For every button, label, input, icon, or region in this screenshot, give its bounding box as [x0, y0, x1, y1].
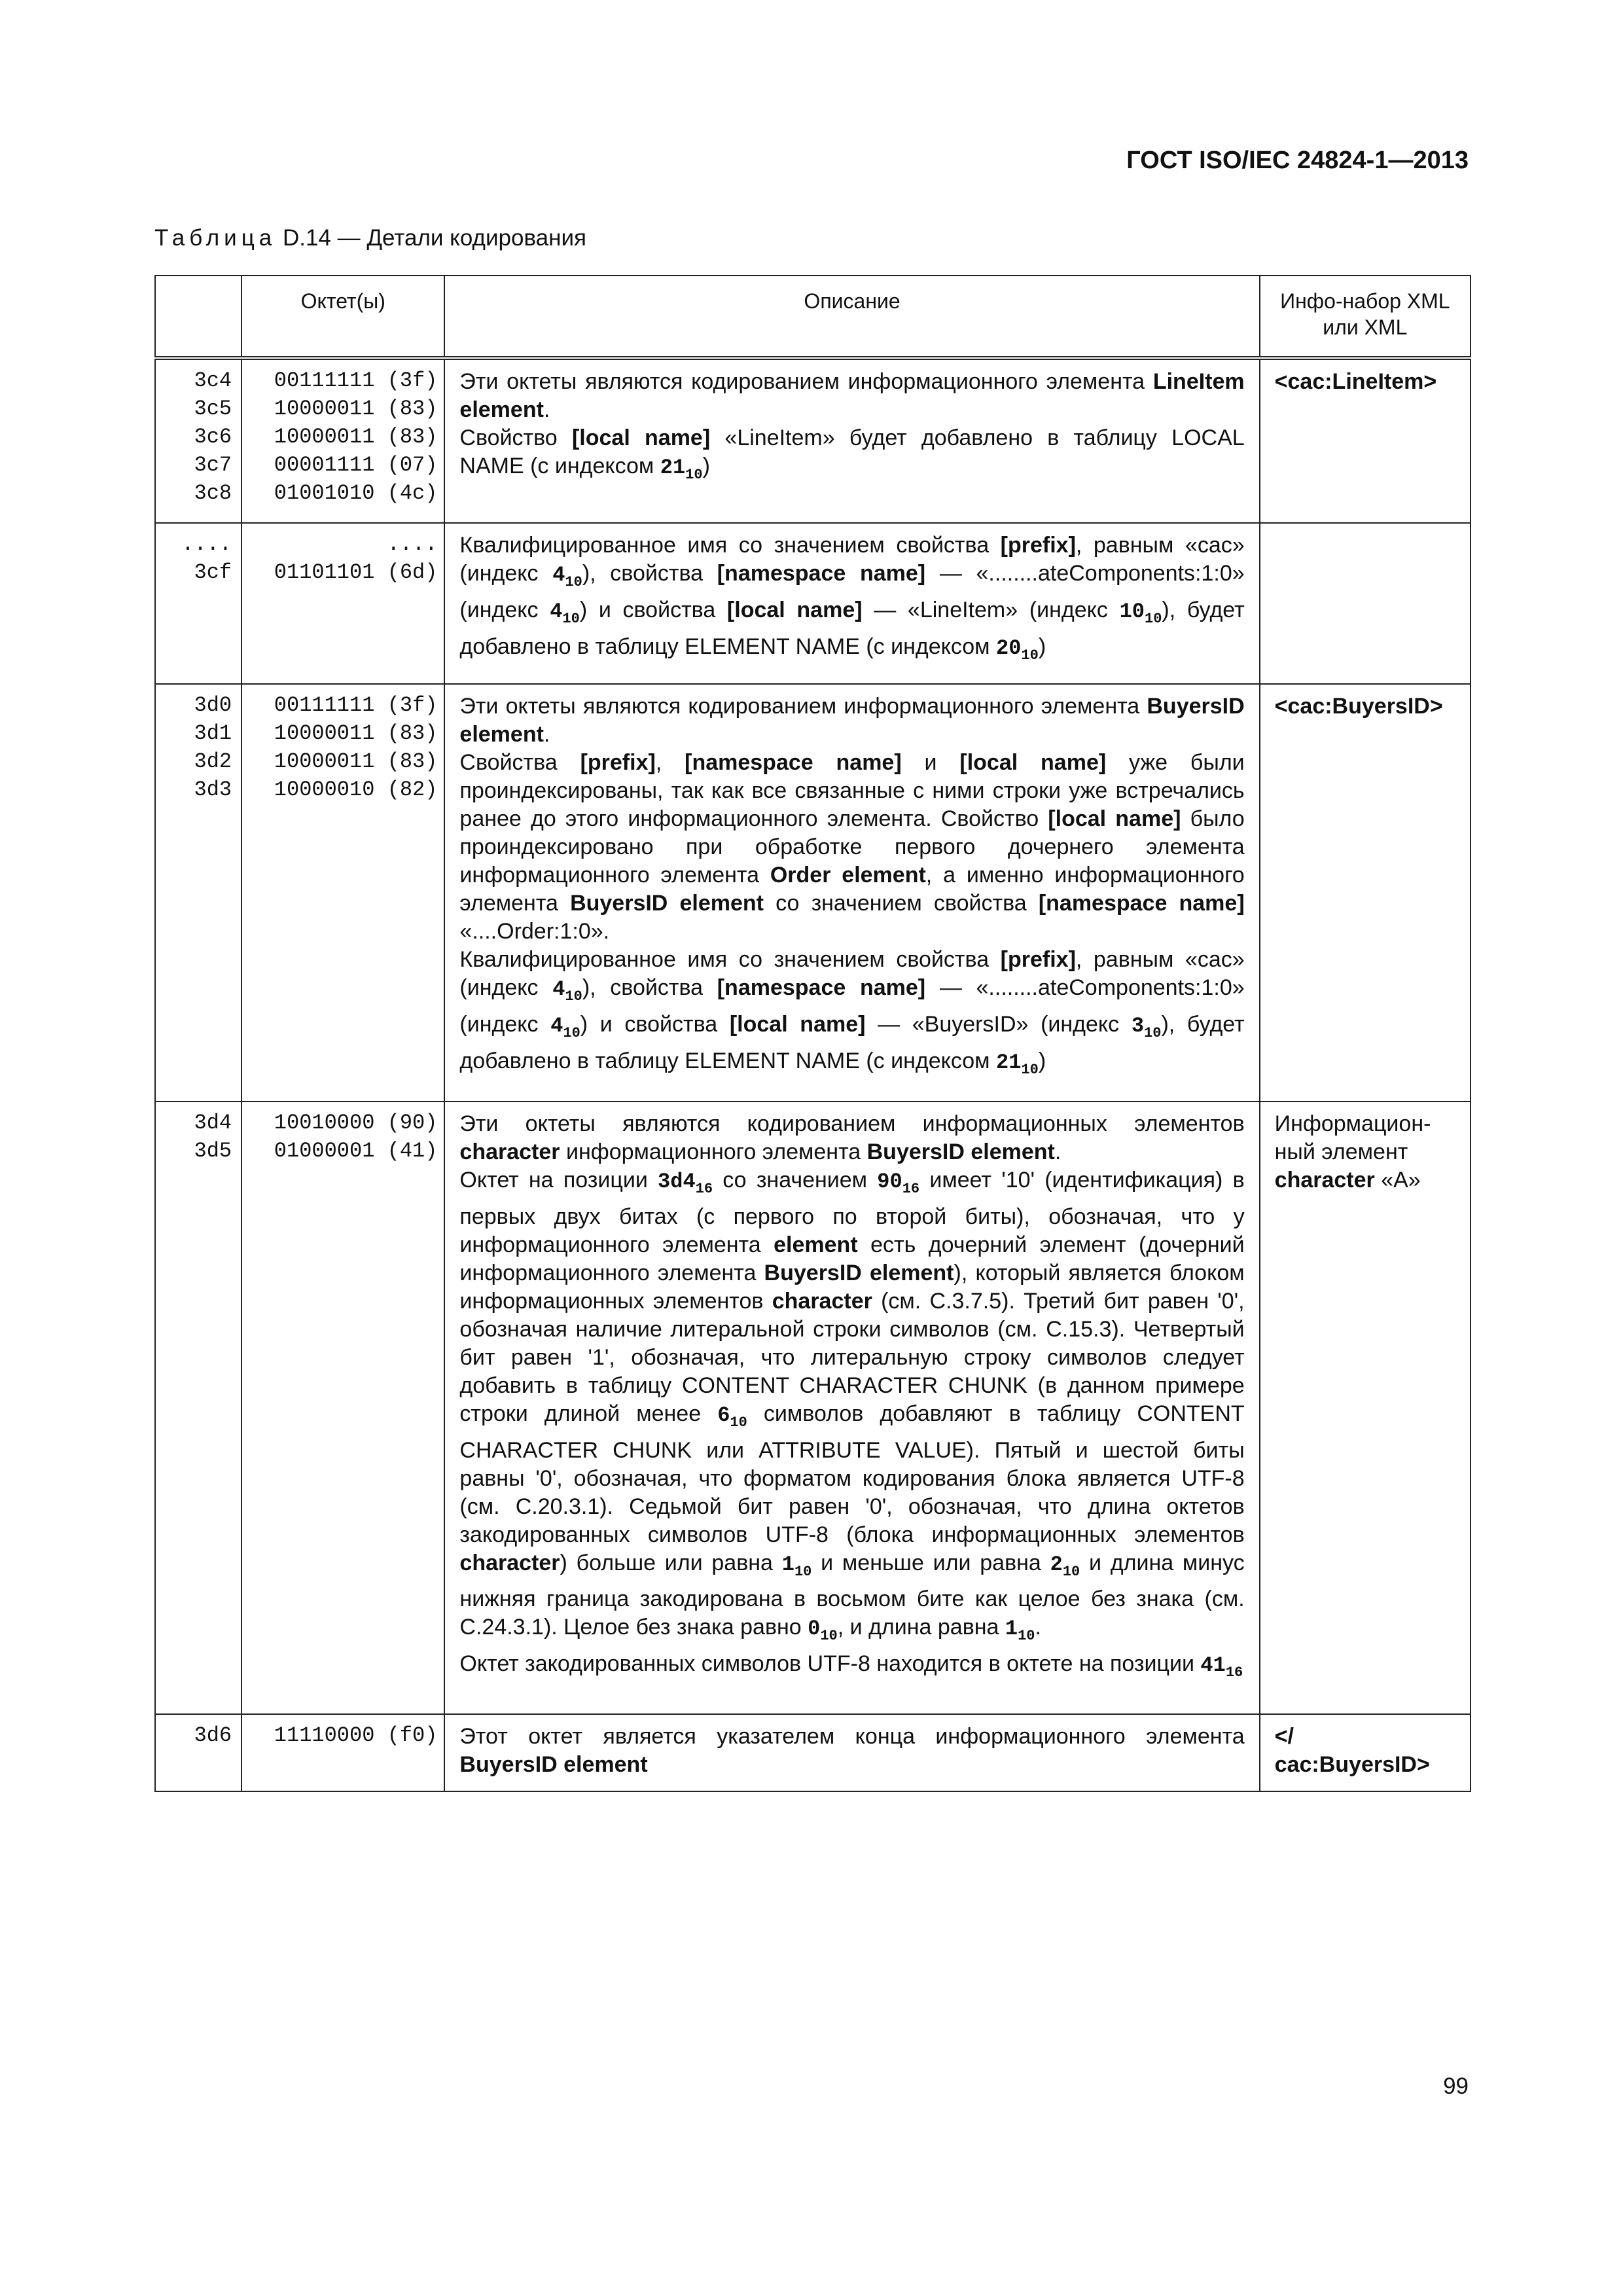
address-cell	[155, 1102, 241, 1714]
page-number: 99	[1443, 2073, 1469, 2099]
desc-base: 10	[1145, 610, 1162, 627]
desc-number: 1	[781, 1552, 794, 1577]
desc-term: [local name]	[726, 597, 863, 622]
octet-value: 00001111 (07)	[274, 453, 438, 477]
desc-text: Этот октет является указателем конца информационного элемента	[459, 1724, 1245, 1749]
octet-value: 10000011 (83)	[274, 425, 438, 449]
desc-number: 90	[877, 1170, 902, 1194]
desc-term: [prefix]	[1000, 947, 1076, 972]
desc-term: character	[459, 1550, 560, 1575]
xml-cell	[1260, 1102, 1471, 1714]
desc-number: 20	[996, 636, 1022, 660]
desc-term: [prefix]	[580, 750, 656, 775]
desc-term: BuyersID element	[764, 1260, 954, 1285]
desc-number: 21	[996, 1050, 1022, 1075]
table-header-row	[155, 276, 1471, 358]
desc-base: 10	[1018, 1628, 1035, 1645]
desc-number: 3	[1131, 1013, 1145, 1038]
desc-number: 10	[1119, 599, 1145, 624]
desc-text: )	[1038, 634, 1046, 659]
desc-text: — «........ateComponents:1:0» (индекс	[459, 561, 1245, 622]
octet-value: 10000011 (83)	[274, 749, 438, 774]
desc-term: BuyersID element	[459, 1752, 648, 1777]
desc-number: 41	[1200, 1653, 1226, 1678]
table-row	[155, 523, 1471, 684]
desc-number: 4	[550, 599, 563, 624]
desc-text: со значением	[713, 1168, 878, 1193]
desc-text: )	[1038, 1048, 1046, 1073]
description-cell	[444, 1102, 1259, 1714]
desc-text: и меньше или равна	[812, 1550, 1050, 1575]
desc-base: 10	[563, 1024, 580, 1041]
desc-term: element	[774, 1232, 858, 1257]
description-cell	[444, 1714, 1259, 1791]
desc-text: ), будет добавлено в таблицу ELEMENT NAME (с индексом	[459, 1011, 1245, 1073]
desc-text: , равным «cac» (индекс	[459, 947, 1245, 1000]
desc-term: [local name]	[959, 750, 1107, 775]
desc-text: Квалифицированное имя со значением свойства	[459, 533, 1001, 558]
desc-text: (см. C.3.7.5). Третий бит равен '0', обозначая наличие литеральной строки символов (см. C.15.3). Четвертый бит равен '1', обозначая, что литеральную строку символов следует добавить в таблицу CONTENT CHARACTER CHUNK (в данном примере строки длиной менее	[459, 1288, 1245, 1426]
desc-base: 10	[562, 610, 580, 627]
table-caption	[154, 225, 586, 251]
table-row	[155, 1714, 1471, 1791]
desc-text: есть дочерний элемент (дочерний информационного элемента	[459, 1232, 1245, 1285]
caption-text: D.14 — Детали кодирования	[282, 225, 586, 251]
address-cell	[155, 358, 241, 523]
address-value: 3cf	[194, 560, 232, 584]
octet-value: 10000011 (83)	[274, 721, 438, 745]
desc-text: имеет '10' (идентификация) в первых двух битах (с первого по второй биты), обозначая, что у информационного элемента	[459, 1168, 1245, 1257]
octet-value: 00111111 (3f)	[274, 693, 438, 717]
desc-text: .	[1054, 1139, 1061, 1164]
octets-cell	[241, 1714, 444, 1791]
address-value: 3d0	[194, 693, 232, 717]
description-cell	[444, 358, 1259, 523]
desc-text: .	[543, 722, 550, 747]
address-value: ....	[181, 532, 232, 556]
address-value: 3c6	[194, 425, 232, 449]
table-row	[155, 1102, 1471, 1714]
octet-value: 10000010 (82)	[274, 778, 438, 802]
address-value: 3c8	[194, 481, 232, 505]
desc-text: ), будет добавлено в таблицу ELEMENT NAME (с индексом	[459, 597, 1245, 659]
address-value: 3d2	[194, 749, 232, 774]
desc-text: Квалифицированное имя со значением свойства	[459, 947, 1001, 972]
header-xml	[1260, 276, 1471, 358]
desc-text: — «BuyersID» (индекс	[865, 1011, 1132, 1037]
document-header: ГОСТ ISO/IEC 24824-1—2013	[1126, 147, 1469, 174]
desc-base: 16	[1225, 1664, 1243, 1681]
desc-number: 3d4	[658, 1170, 696, 1194]
desc-text: , равным «cac» (индекс	[459, 533, 1245, 586]
description-cell	[444, 684, 1259, 1102]
desc-base: 10	[1144, 1024, 1162, 1041]
desc-text: «....Order:1:0».	[459, 919, 610, 944]
caption-label: Таблица	[154, 225, 277, 251]
desc-base: 10	[685, 466, 703, 483]
xml-cell: <cac:BuyersID>	[1260, 684, 1471, 1102]
encoding-details-table	[154, 275, 1471, 1792]
octets-cell	[241, 358, 444, 523]
desc-base: 16	[902, 1180, 920, 1197]
desc-text: — «........ateComponents:1:0» (индекс	[459, 975, 1245, 1037]
address-value: 3c5	[194, 397, 232, 421]
octet-value: 01101101 (6d)	[274, 560, 438, 584]
desc-text: Октет закодированных символов UTF-8 находится в октете на позиции	[459, 1651, 1201, 1677]
desc-text: и длина минус нижняя граница закодирована в восьмом бите как целое без знака (см. C.24.3.1). Целое без знака равно	[459, 1550, 1245, 1640]
desc-text: и	[901, 750, 960, 775]
header-address	[155, 276, 241, 358]
octets-cell	[241, 523, 444, 684]
desc-text: символов добавляют в таблицу CONTENT CHARACTER CHUNK или ATTRIBUTE VALUE). Пятый и шестой биты равны '0', обозначая, что форматом кодирования блока является UTF-8 (см. C.20.3.1). Седьмой бит равен '0', обозначая, что длина октетов закодированных символов UTF-8 (блока информационных элементов	[459, 1401, 1245, 1547]
desc-number: 4	[552, 563, 565, 587]
header-octets: Октет(ы)	[241, 276, 444, 358]
desc-number: 6	[717, 1403, 730, 1427]
octets-cell	[241, 684, 444, 1102]
octet-value: 10010000 (90)	[274, 1111, 438, 1135]
xml-text	[1275, 1166, 1461, 1194]
desc-text: Эти октеты являются кодированием информационного элемента	[459, 369, 1153, 394]
xml-cell	[1260, 523, 1471, 684]
desc-term: [prefix]	[1000, 533, 1076, 558]
octet-value: 01000001 (41)	[274, 1139, 438, 1163]
table-row	[155, 684, 1471, 1102]
octet-value: 01001010 (4c)	[274, 481, 438, 505]
desc-number: 1	[1005, 1617, 1018, 1641]
octets-cell	[241, 1102, 444, 1714]
header-description: Описание	[444, 276, 1259, 358]
address-value: 3d5	[194, 1139, 232, 1163]
address-value: 3d3	[194, 778, 232, 802]
desc-text: информационного элемента	[560, 1139, 867, 1164]
octet-value: 11110000 (f0)	[274, 1723, 438, 1748]
desc-term: [namespace name]	[717, 561, 926, 586]
desc-number: 4	[550, 1013, 563, 1038]
desc-base: 10	[730, 1414, 747, 1431]
desc-text: Свойство	[459, 425, 572, 450]
desc-text: ) больше или равна	[560, 1550, 782, 1575]
desc-term: [local name]	[571, 425, 711, 450]
desc-base: 10	[1021, 1061, 1039, 1078]
desc-text: .	[1035, 1615, 1041, 1640]
octet-value: 00111111 (3f)	[274, 368, 438, 393]
header-xml-line2: или XML	[1323, 315, 1408, 339]
desc-base: 10	[565, 988, 582, 1005]
desc-term: BuyersID element	[459, 694, 1245, 747]
desc-text: .	[543, 397, 550, 422]
address-cell	[155, 523, 241, 684]
desc-term: [namespace name]	[717, 975, 926, 1000]
desc-term: Order element	[770, 863, 926, 888]
desc-text: ), свойства	[582, 975, 717, 1000]
desc-base: 16	[695, 1180, 713, 1197]
xml-text: Информацион-	[1274, 1111, 1431, 1136]
desc-term: [local name]	[1048, 806, 1181, 831]
xml-cell: <cac:LineItem>	[1260, 358, 1471, 523]
desc-text: Эти октеты являются кодированием информационного элемента	[459, 694, 1147, 719]
address-cell	[155, 1714, 241, 1791]
desc-base: 10	[1062, 1563, 1080, 1580]
desc-text: уже были проиндексированы, так как все связанные с ними строки уже встречались ранее до этого информационного элемента. Свойство	[459, 750, 1245, 831]
desc-text: ), свойства	[582, 561, 717, 586]
xml-term: character	[1274, 1168, 1375, 1193]
desc-term: character	[459, 1139, 560, 1164]
desc-text: , а именно информационного элемента	[459, 863, 1245, 916]
desc-text: ) и свойства	[580, 1011, 730, 1037]
desc-base: 10	[565, 573, 582, 590]
desc-term: BuyersID element	[866, 1139, 1055, 1164]
desc-text: ,	[655, 750, 685, 775]
address-value: 3d1	[194, 721, 232, 745]
xml-text: </	[1274, 1724, 1294, 1749]
address-value: 3d6	[194, 1723, 232, 1748]
desc-base: 10	[794, 1563, 812, 1580]
desc-text: Октет на позиции	[459, 1168, 658, 1193]
desc-base: 10	[820, 1628, 838, 1645]
desc-text: «LineItem» будет добавлено в таблицу LOCAL NAME (с индексом	[459, 425, 1245, 478]
desc-text: ) и свойства	[579, 597, 727, 622]
desc-text: со значением свойства	[764, 891, 1039, 916]
xml-value: «A»	[1381, 1168, 1421, 1193]
desc-text: Эти октеты являются кодированием информационных элементов	[459, 1111, 1245, 1136]
table-row	[155, 358, 1471, 523]
address-value: 3c7	[194, 453, 232, 477]
desc-term: [namespace name]	[685, 750, 902, 775]
desc-text: ), который является блоком информационных элементов	[459, 1260, 1245, 1314]
address-value: 3c4	[194, 368, 232, 393]
address-value: 3d4	[194, 1111, 232, 1135]
description-cell	[444, 523, 1259, 684]
desc-text: )	[702, 454, 710, 478]
desc-number: 0	[808, 1617, 821, 1641]
desc-text: , и длина равна	[837, 1615, 1005, 1640]
desc-number: 4	[552, 977, 565, 1001]
desc-base: 10	[1021, 647, 1039, 664]
desc-text: Свойства	[459, 750, 580, 775]
desc-text: было проиндексировано при обработке первого дочернего элемента информационного элемента	[459, 806, 1245, 888]
octet-value: 10000011 (83)	[274, 397, 438, 421]
xml-text: cac:BuyersID>	[1274, 1752, 1430, 1777]
desc-number: 21	[660, 456, 686, 480]
desc-term: BuyersID element	[570, 891, 764, 916]
header-xml-line1: Инфо-набор XML	[1280, 289, 1450, 313]
desc-term: [local name]	[729, 1011, 866, 1037]
desc-number: 2	[1050, 1552, 1063, 1577]
address-cell	[155, 684, 241, 1102]
desc-term: LineItem element	[459, 369, 1245, 422]
octet-value: ....	[387, 532, 438, 556]
desc-text: — «LineItem» (индекс	[862, 597, 1120, 622]
xml-cell	[1260, 1714, 1471, 1791]
desc-term: character	[772, 1288, 872, 1314]
xml-text: ный элемент	[1274, 1139, 1408, 1164]
desc-term: [namespace name]	[1038, 891, 1245, 916]
